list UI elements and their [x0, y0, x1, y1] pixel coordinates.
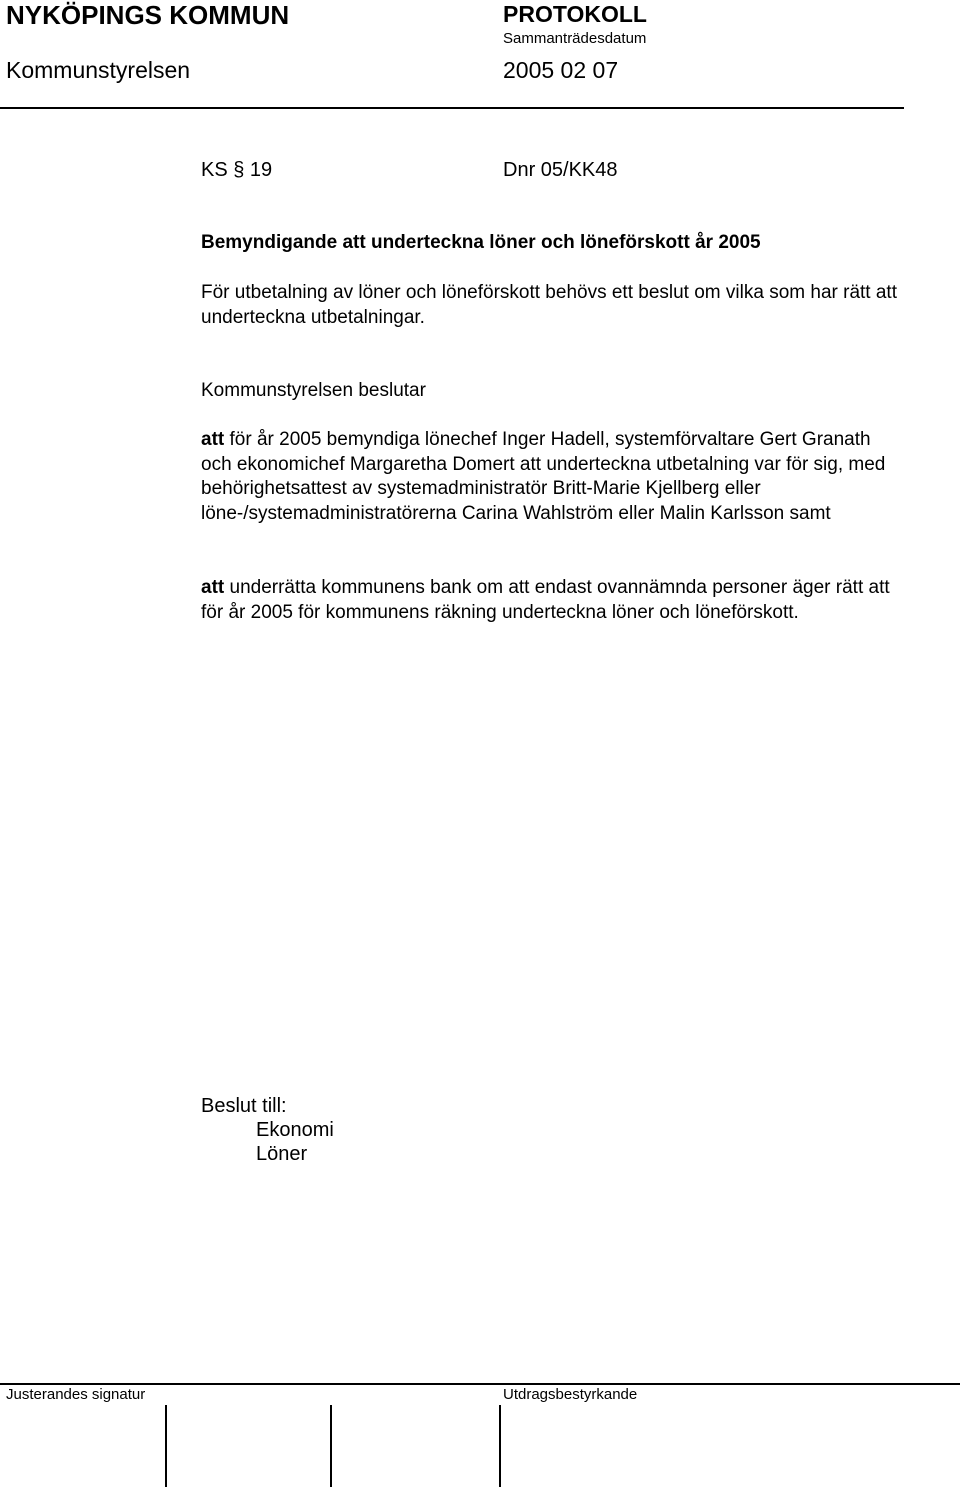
signature-box-divider — [165, 1405, 167, 1487]
decision-text: för år 2005 bemyndiga lönechef Inger Hadell, systemförvaltare Gert Granath och ekonomichef Margaretha Domert att underteckna utbetalning var för sig, med behörighetsattest av systemadministratör Britt-Marie Kjellberg eller löne-/systemadministratörerna Carina Wahlström eller Malin Karlsson samt — [201, 429, 886, 525]
decision-heading: Kommunstyrelsen beslutar — [201, 380, 426, 401]
decision-clause — [201, 576, 901, 625]
distribution-item: Ekonomi — [256, 1119, 334, 1141]
document-type: PROTOKOLL — [503, 1, 647, 27]
signature-box-divider — [499, 1405, 501, 1487]
meeting-date-label: Sammanträdesdatum — [503, 30, 647, 47]
signature-label: Justerandes signatur — [6, 1386, 146, 1403]
distribution-item: Löner — [256, 1143, 308, 1165]
decision-text: underrätta kommunens bank om att endast ovannämnda personer äger rätt att för år 2005 för kommunens räkning underteckna löner och löneförskott. — [201, 577, 890, 623]
signature-box-divider — [330, 1405, 332, 1487]
case-number: KS § 19 — [201, 159, 273, 181]
board-name: Kommunstyrelsen — [6, 57, 191, 83]
distribution-label: Beslut till: — [201, 1095, 287, 1117]
decision-keyword: att — [201, 429, 225, 450]
footer-divider — [0, 1383, 960, 1385]
intro-paragraph: För utbetalning av löner och löneförskott behövs ett beslut om vilka som har rätt att underteckna utbetalningar. — [201, 282, 897, 328]
certification-label: Utdragsbestyrkande — [503, 1386, 638, 1403]
item-title: Bemyndigande att underteckna löner och löneförskott år 2005 — [201, 232, 761, 253]
organization-name: NYKÖPINGS KOMMUN — [6, 0, 290, 30]
decision-keyword: att — [201, 577, 225, 598]
meeting-date: 2005 02 07 — [503, 57, 619, 83]
reference-number: Dnr 05/KK48 — [503, 159, 618, 181]
decision-clause — [201, 428, 901, 527]
header-divider — [0, 107, 904, 109]
